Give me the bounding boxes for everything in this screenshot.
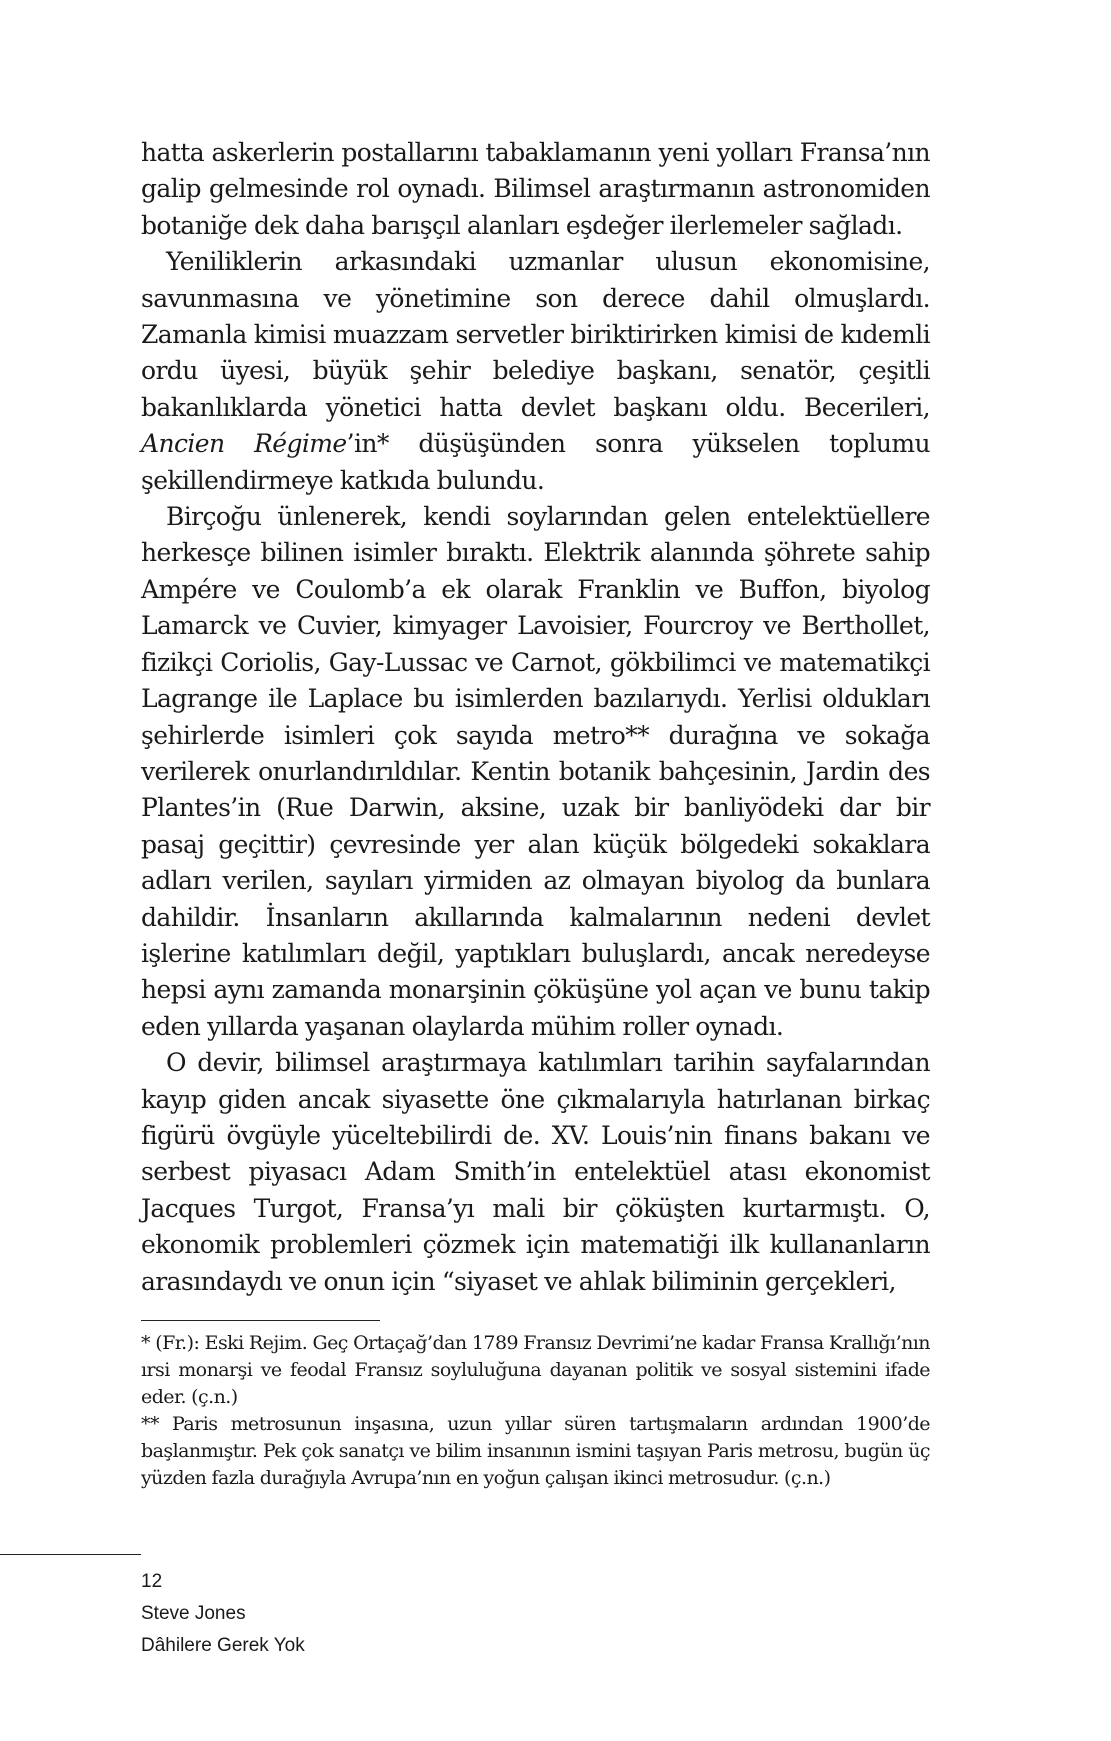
footnote-2: ** Paris metrosunun inşasına, uzun yıllar süren tartışmaların ardından 1900’de başlanmıştır. Pek çok sanatçı ve bilim insanının ismini taşıyan Paris metrosu, bugün üç yüzden fazla durağıyla Avrupa’nın en yoğun çalışan ikinci metrosudur. (ç.n.) — [141, 1413, 930, 1489]
author-name: Steve Jones — [141, 1603, 246, 1624]
footnote-1: * (Fr.): Eski Rejim. Geç Ortaçağ’dan 1789 Fransız Devrimi’ne kadar Fransa Krallığı’nın ırsi monarşi ve feodal Fransız soyluluğuna dayanan politik ve sosyal sistemini ifade eder. (ç.n.) — [141, 1332, 930, 1408]
main-text — [141, 135, 930, 1300]
folio-divider — [0, 1554, 141, 1555]
paragraph-2 — [141, 244, 930, 499]
folio — [141, 1566, 305, 1662]
ancien-regime-italic: Ancien Régime — [141, 429, 347, 459]
book-title: Dâhilere Gerek Yok — [141, 1635, 305, 1656]
page-number: 12 — [141, 1571, 163, 1592]
paragraph-3: Birçoğu ünlenerek, kendi soylarından gelen entelektüellere herkesçe bilinen isimler bıraktı. Elektrik alanında şöhrete sahip Ampére ve Coulomb’a ek olarak Franklin ve Buffon, biyolog Lamarck ve Cuvier, kimyager Lavoisier, Fourcroy ve Berthollet, fizikçi Coriolis, Gay-Lussac ve Carnot, gökbilimci ve matematikçi Lagrange ile Laplace bu isimlerden bazılarıydı. Yerlisi oldukları şehirlerde isimleri çok sayıda metro** durağına ve sokağa verilerek onurlandırıldılar. Kentin botanik bahçesinin, Jardin des Plantes’in (Rue Darwin, aksine, uzak bir banliyödeki dar bir pasaj geçittir) çevresinde yer alan küçük bölgedeki sokaklara adları verilen, sayıları yirmiden az olmayan biyolog da bunlara dahildir. İnsanların akıllarında kalmalarının nedeni devlet işlerine katılımları değil, yaptıkları buluşlardı, ancak neredeyse hepsi aynı zamanda monarşinin çöküşüne yol açan ve bunu takip eden yıllarda yaşanan olaylarda mühim roller oynadı. — [141, 502, 930, 1041]
paragraph-2-start: Yeniliklerin arkasındaki uzmanlar ulusun ekonomisine, savunmasına ve yönetimine son derece dahil olmuşlardı. Zamanla kimisi muazzam servetler biriktirirken kimisi de kıdemli ordu üyesi, büyük şehir belediye başkanı, senatör, çeşitli bakanlıklarda yönetici hatta devlet başkanı oldu. Becerileri, — [141, 247, 930, 422]
footnote-divider — [141, 1320, 380, 1321]
paragraph-1: hatta askerlerin postallarını tabaklamanın yeni yolları Fransa’nın galip gelmesinde rol oynadı. Bilimsel araştırmanın astronomiden botaniğe dek daha barışçıl alanları eşdeğer ilerlemeler sağladı. — [141, 138, 930, 240]
footnotes — [141, 1330, 930, 1492]
paragraph-2-end: ’in* düşüşünden sonra yükselen toplumu şekillendirmeye katkıda bulundu. — [141, 429, 930, 495]
paragraph-4: O devir, bilimsel araştırmaya katılımları tarihin sayfalarından kayıp giden ancak siyasette öne çıkmalarıyla hatırlanan birkaç figürü övgüyle yüceltebilirdi de. XV. Louis’nin finans bakanı ve serbest piyasacı Adam Smith’in entelektüel atası ekonomist Jacques Turgot, Fransa’yı mali bir çöküşten kurtarmıştı. O, ekonomik problemleri çözmek için matematiği ilk kullananların arasındaydı ve onun için “siyaset ve ahlak biliminin gerçekleri, — [141, 1048, 930, 1296]
